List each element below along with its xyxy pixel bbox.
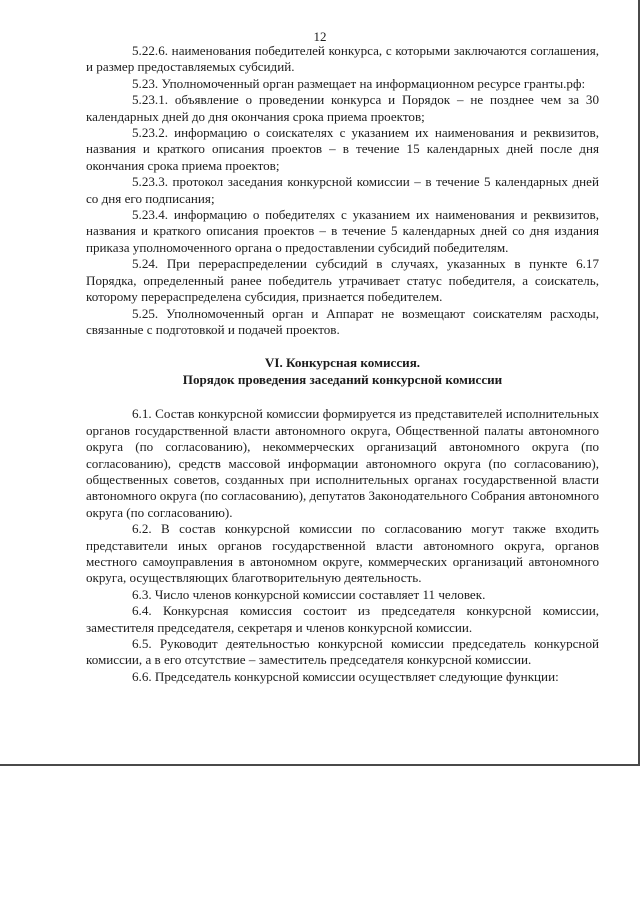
paragraph-6-4: 6.4. Конкурсная комиссия состоит из председателя конкурсной комиссии, заместителя председателя, секретаря и членов конкурсной комиссии. bbox=[86, 603, 599, 635]
paragraph-6-2: 6.2. В состав конкурсной комиссии по согласованию могут также входить представители иных органов государственной власти автономного округа, органов местного самоуправления в автономном округе, коммерческих организаций автономного округа, осуществляющих благотворительную деятельность. bbox=[86, 521, 599, 586]
section-title-line-1: VI. Конкурсная комиссия. bbox=[264, 355, 421, 371]
paragraph-5-25: 5.25. Уполномоченный орган и Аппарат не возмещают соискателям расходы, связанные с подготовкой и подачей проектов. bbox=[86, 305, 599, 337]
paragraph-5-22-6: 5.22.6. наименования победителей конкурса, с которыми заключаются соглашения, и размер предоставляемых субсидий. bbox=[86, 43, 599, 75]
paragraph-6-6: 6.6. Председатель конкурсной комиссии осуществляет следующие функции: bbox=[132, 668, 559, 684]
paragraph-5-24: 5.24. При перераспределении субсидий в случаях, указанных в пункте 6.17 Порядка, определенный ранее победитель утрачивает статус победителя, а соискатель, которому перераспределена субсидия, признается победителем. bbox=[86, 256, 599, 305]
paragraph-5-23-2: 5.23.2. информацию о соискателях с указанием их наименования и реквизитов, названия и краткого описания проектов – в течение 15 календарных дней после дня окончания срока приема проектов; bbox=[86, 125, 599, 173]
paragraph-5-23: 5.23. Уполномоченный орган размещает на информационном ресурсе гранты.рф: bbox=[132, 75, 586, 91]
page-number: 12 bbox=[313, 29, 327, 44]
paragraph-6-5: 6.5. Руководит деятельностью конкурсной комиссии председатель конкурсной комиссии, а в его отсутствие – заместитель председателя конкурсной комиссии. bbox=[86, 636, 599, 668]
paragraph-6-3: 6.3. Число членов конкурсной комиссии составляет 11 человек. bbox=[132, 586, 486, 602]
paragraph-5-23-4: 5.23.4. информацию о победителях с указанием их наименования и реквизитов, названия и краткого описания проектов – в течение 5 календарных дней со дня издания приказа уполномоченного органа о предоставлении субсидий победителям. bbox=[86, 207, 599, 255]
paragraph-5-23-3: 5.23.3. протокол заседания конкурсной комиссии – в течение 5 календарных дней со дня его подписания; bbox=[86, 174, 599, 206]
section-title-line-2: Порядок проведения заседаний конкурсной комиссии bbox=[182, 372, 503, 388]
document-body bbox=[86, 43, 599, 685]
section-heading bbox=[86, 354, 599, 388]
paragraph-6-1: 6.1. Состав конкурсной комиссии формируется из представителей исполнительных органов государственной власти автономного округа, Общественной палаты автономного округа (по согласованию), некоммерческих организаций автономного округа (по согласованию), средств массовой информации автономного округа (по согласованию), общественных советов, созданных при исполнительных органах государственной власти автономного округа (по согласованию), депутатов Законодательного Собрания автономного округа (по согласованию). bbox=[86, 406, 599, 520]
paragraph-5-23-1: 5.23.1. объявление о проведении конкурса и Порядок – не позднее чем за 30 календарных дней до дня окончания срока приема проектов; bbox=[86, 92, 599, 124]
